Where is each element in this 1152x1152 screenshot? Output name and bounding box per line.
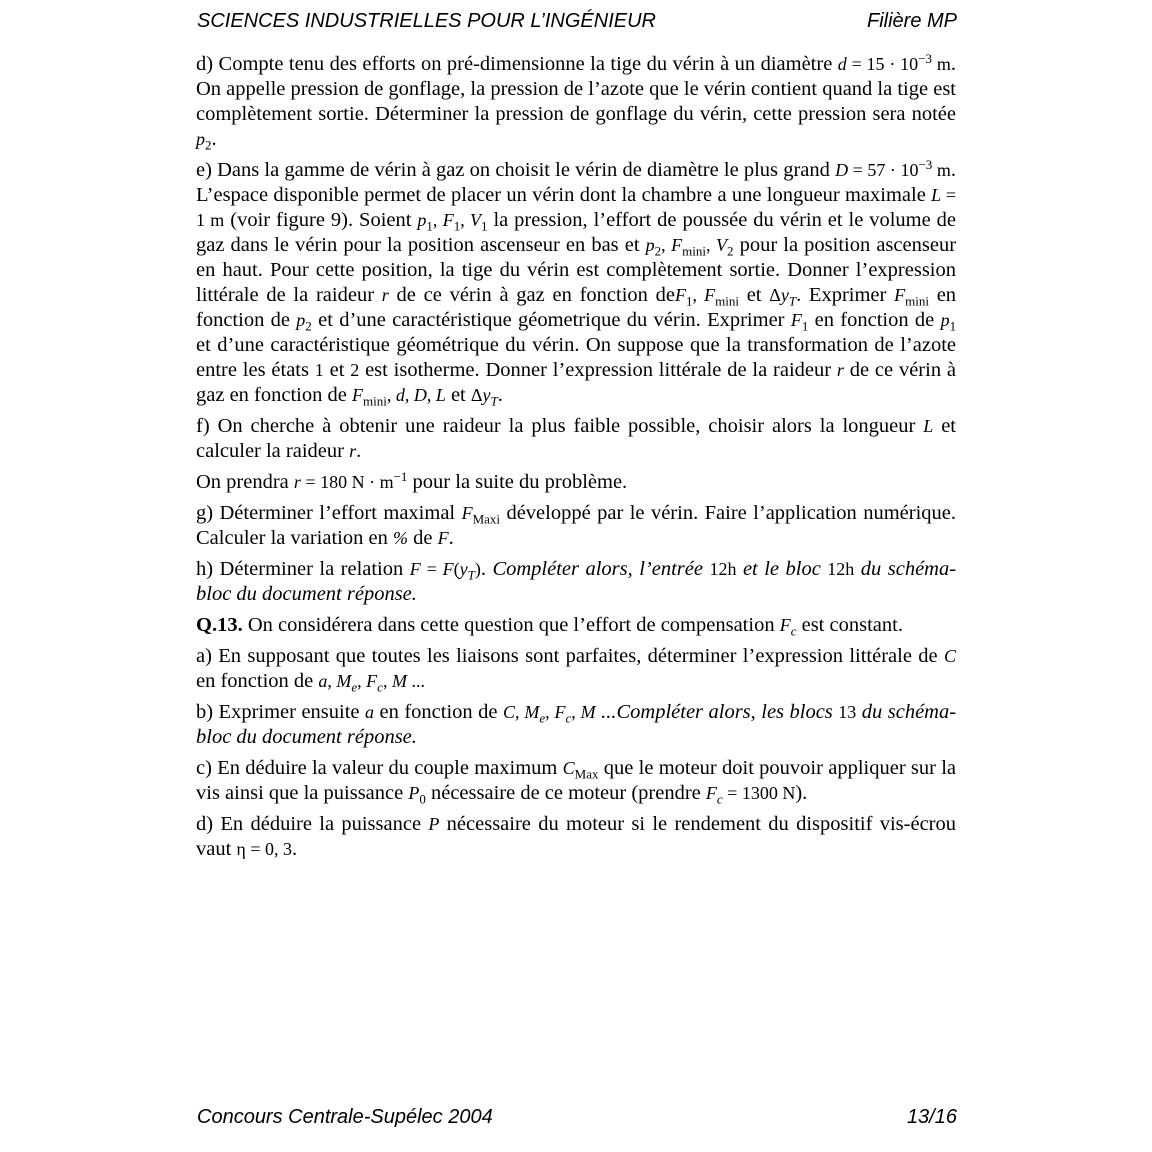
question-12g: g) Déterminer l’effort maximal $F_{Maxi}$ développé par le vérin. Faire l’application numérique. Calculer la variation en % de F. — [196, 502, 957, 549]
question-13-label: Q.13. — [196, 614, 243, 636]
footer-contest: Concours Centrale-Supélec 2004 — [197, 1106, 493, 1128]
question-12h: h) Déterminer la relation $F = F(y_T)$. Compléter alors, l’entrée 12h et le bloc 12h du schéma-bloc du document réponse. — [196, 558, 957, 605]
formula-D: $D = 57 \cdot 10^{-3}$ m — [835, 157, 951, 180]
note-r-value: On prendra r = 180 $N \cdot m^{-1}$ pour la suite du problème. — [196, 469, 628, 493]
page-content — [196, 52, 956, 868]
question-12f: f) On cherche à obtenir une raideur la plus faible possible, choisir alors la longueur L et calculer la raideur r. — [196, 415, 956, 462]
header-track: Filière MP — [866, 10, 957, 32]
question-13a: a) En supposant que toutes les liaisons sont parfaites, déterminer l’expression littérale de C en fonction de a, $M_e$, $F_c$, M ... — [196, 645, 957, 695]
formula-d: $d = 15 \cdot 10^{-3}$ m — [837, 51, 951, 74]
formula-r: r = 180 $N \cdot m^{-1}$ — [293, 469, 408, 492]
formula-p2: $p_2$ — [196, 129, 212, 153]
question-12d: d) Compte tenu des efforts on pré-dimensionne la tige du vérin à un diamètre $d = 15 \cdot 10^{-3}$ m. On appelle pression de gonflage, la pression de l’azote que le vérin contient quand la tige est complètement sortie. Déterminer la pression de gonflage du vérin, cette pression sera notée $p_2$. — [196, 51, 956, 153]
question-13d: d) En déduire la puissance P nécessaire du moteur si le rendement du dispositif vis-écrou vaut η = 0, 3. — [196, 813, 956, 860]
header-title: SCIENCES INDUSTRIELLES POUR L’INGÉNIEUR — [197, 10, 656, 32]
question-13b: b) Exprimer ensuite a en fonction de C, $M_e$, $F_c$, M ...Compléter alors, les blocs 13 du schéma-bloc du document réponse. — [196, 701, 957, 748]
question-12e: e) Dans la gamme de vérin à gaz on choisit le vérin de diamètre le plus grand $D = 57 \cdot 10^{-3}$ m. L’espace disponible permet de placer un vérin dont la chambre a une longueur maximale L = 1 m (voir figure 9). Soient $p_1$, $F_1$, $V_1$ la pression, l’effort de poussée du vérin et le volume de gaz dans le vérin pour la position ascenseur en bas et $p_2$, $F_{mini}$, $V_2$ pour la position ascenseur en haut. Pour cette position, la tige du vérin est complètement sortie. Donner l’expression littérale de la raideur r de ce vérin à gaz en fonction deF$_1$, $F_{mini}$ et $\Delta y_T$. Exprimer $F_{mini}$ en fonction de $p_2$ et d’une caractéristique géometrique du vérin. Exprimer $F_1$ en fonction de $p_1$ et d’une caractéristique géométrique du vérin. On suppose que la transformation de l’azote entre les états 1 et 2 est isotherme. Donner l’expression littérale de la raideur r de ce vérin à gaz en fonction de $F_{mini}$, d, D, L et $\Delta y_T$. — [196, 157, 957, 409]
page-number: 13/16 — [906, 1106, 957, 1128]
formula-Fc: $F_c = 1300$ N — [705, 783, 796, 807]
question-13: Q.13. On considérera dans cette question que l’effort de compensation $F_c$ est constant. — [196, 614, 903, 639]
formula-L: L = 1 m — [196, 185, 957, 230]
question-13c: c) En déduire la valeur du couple maximum $C_{Max}$ que le moteur doit pouvoir appliquer sur la vis ainsi que la puissance $P_0$ nécessaire de ce moteur (prendre $F_c = 1300$ N). — [196, 757, 957, 807]
formula-eta: η = 0, 3 — [236, 839, 292, 859]
